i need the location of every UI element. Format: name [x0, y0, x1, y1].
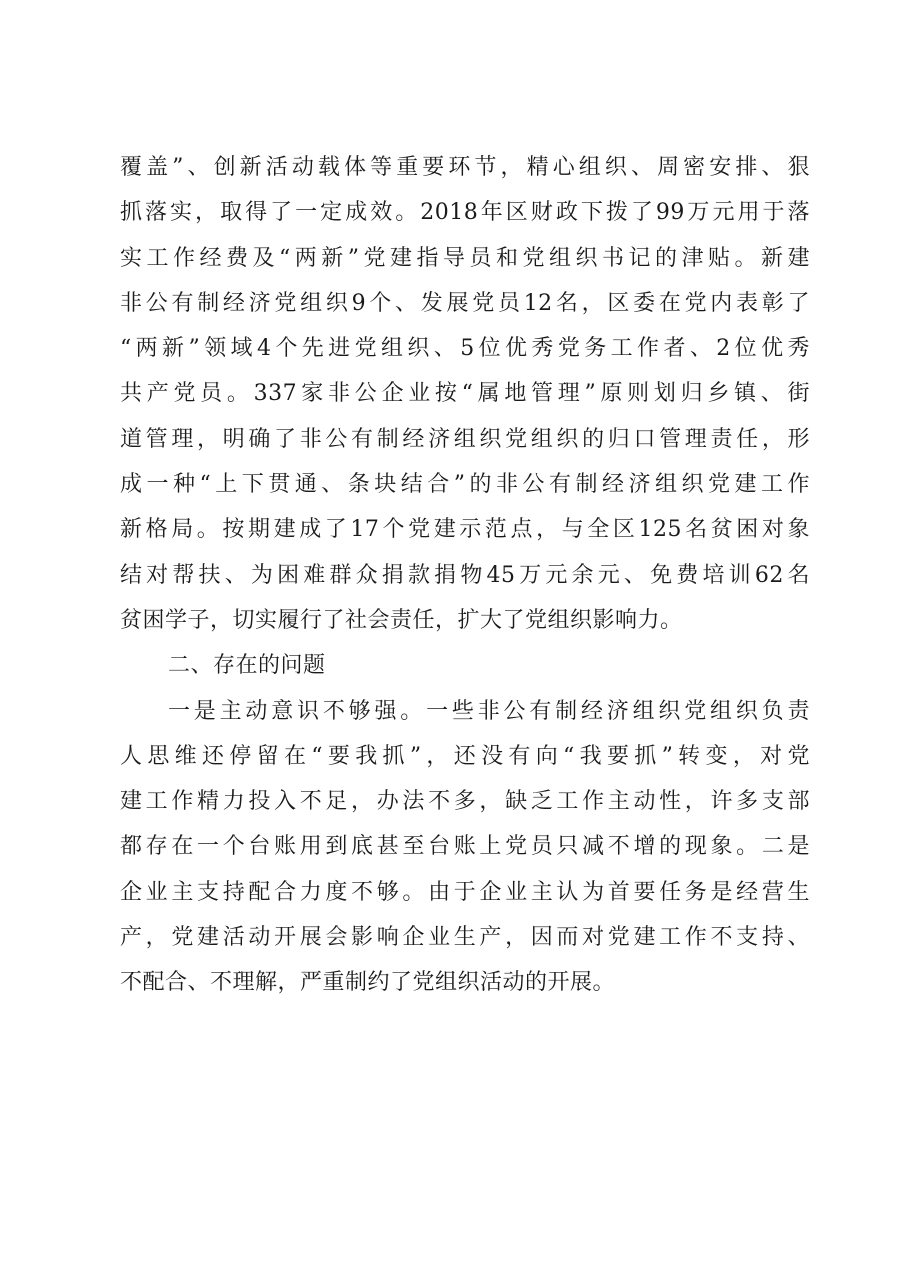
text-line: 企业主支持配合力度不够。由于企业主认为首要任务是经营生: [120, 879, 810, 905]
text-line: 都存在一个台账用到底甚至台账上党员只减不增的现象。二是: [120, 834, 810, 860]
text-line: 贫困学子，切实履行了社会责任，扩大了党组织影响力。: [120, 607, 683, 633]
text-line: 新格局。按期建成了17个党建示范点，与全区125名贫困对象: [120, 517, 810, 543]
text-line: 覆盖”、创新活动载体等重要环节，精心组织、周密安排、狠: [120, 155, 810, 180]
text-line: 不配合、不理解，严重制约了党组织活动的开展。: [120, 970, 616, 996]
text-line: 实工作经费及“两新”党建指导员和党组织书记的津贴。新建: [120, 245, 810, 271]
paragraph-problems: [120, 689, 810, 1006]
section-heading: 二、存在的问题: [168, 653, 326, 679]
text-line: 建工作精力投入不足，办法不多，缺乏工作主动性，许多支部: [120, 789, 810, 815]
text-line: 非公有制经济党组织9个、发展党员12名，区委在党内表彰了: [120, 290, 810, 316]
text-line: “两新”领域4个先进党组织、5位优秀党务工作者、2位优秀: [120, 336, 810, 362]
text-line: 结对帮扶、为困难群众捐款捐物45万元余元、免费培训62名: [120, 562, 810, 588]
text-line: 一是主动意识不够强。一些非公有制经济组织党组织负责: [168, 698, 810, 724]
text-line: 人思维还停留在“要我抓”，还没有向“我要抓”转变，对党: [120, 743, 810, 769]
text-line: 道管理，明确了非公有制经济组织党组织的归口管理责任，形: [120, 426, 810, 452]
text-line: 成一种“上下贯通、条块结合”的非公有制经济组织党建工作: [120, 472, 810, 498]
document-body: [120, 145, 810, 1006]
text-line: 抓落实，取得了一定成效。2018年区财政下拨了99万元用于落: [120, 200, 810, 226]
text-line: 共产党员。337家非公企业按“属地管理”原则划归乡镇、街: [120, 381, 810, 407]
paragraph-achievements: [120, 145, 810, 643]
text-line: 产，党建活动开展会影响企业生产，因而对党建工作不支持、: [120, 925, 810, 951]
